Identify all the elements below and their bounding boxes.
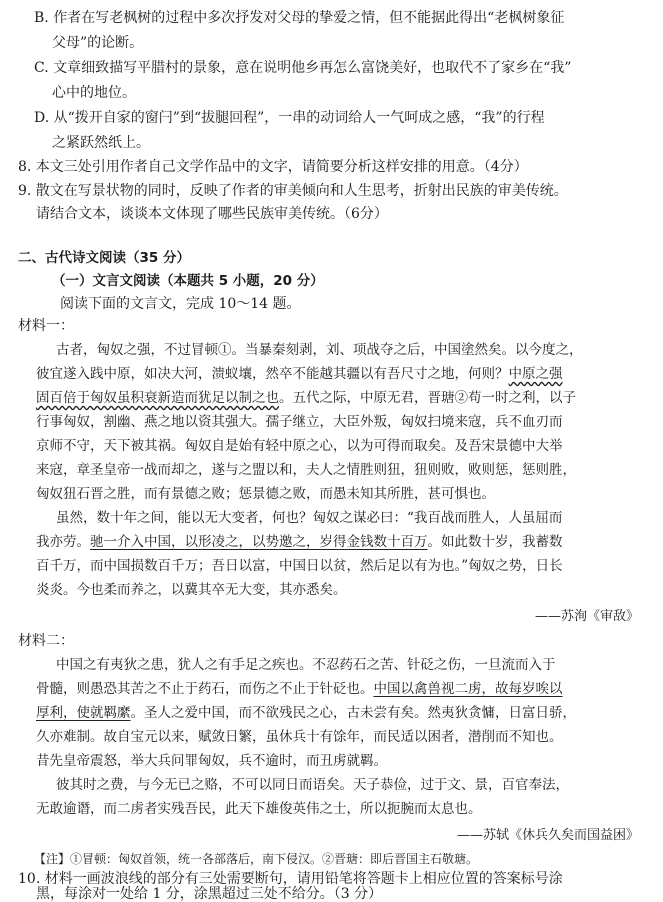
- m1-p1-line2-text: 彼宜遂入践中原，如决大河，溃蚁壤，然卒不能越其疆以有吾尺寸之地，何则？: [36, 366, 509, 382]
- option-b-line2: 父母”的论断。: [52, 35, 144, 51]
- option-c-line1: C. 文章细致描写平腊村的景象，意在说明他乡再怎么富饶美好，也取代不了家乡在“我”: [34, 60, 572, 76]
- question-10-line1: 10. 材料一画波浪线的部分有三处需要断句，请用铅笔将答题卡上相应位置的答案标号涂: [18, 871, 563, 887]
- m1-p2-line2-text: 我亦劳。: [36, 534, 90, 550]
- m2-p1-line1: 中国之有夷狄之患，犹人之有手足之疾也。不忍药石之苦、针砭之伤，一旦流而入于: [56, 657, 556, 673]
- material-1-source: ——苏洵《审敌》: [534, 609, 639, 624]
- m1-p2-line2-rest: 。如此数十岁，我蓄数: [427, 534, 563, 550]
- m2-p1-line5: 昔先皇帝震怒，举大兵问罪匈奴，兵不逾时，而丑虏就羁。: [36, 753, 387, 769]
- wavy-underline-segment: 固百倍于匈奴虽积衰新造而犹足以制之也: [36, 390, 279, 406]
- solid-underline-segment: 厚利，使就羁縻: [36, 705, 131, 721]
- m2-p1-line3: [36, 703, 576, 723]
- question-10-line2: 黑，每涂对一处给 1 分，涂黑超过三处不给分。（3 分）: [36, 886, 383, 902]
- option-d-line1: D. 从“拨开自家的窗闩”到“拔腿回程”，一串的动词给人一气呵成之感，“我”的行程: [34, 110, 545, 126]
- m2-p1-line2: [36, 679, 563, 699]
- m2-p1-line2-text: 骨髓，则愚恐其苦之不止于药石，而伤之不止于针砭也。: [36, 681, 374, 697]
- wavy-underline-segment: 中原之强: [508, 366, 563, 382]
- m1-p1-line7: 匈奴狃石晋之胜，而有景德之败；惩景德之败，而愚未知其所胜，甚可惧也。: [36, 486, 495, 502]
- m1-p1-line3: [36, 388, 576, 408]
- question-8: 8. 本文三处引用作者自己文学作品中的文字，请简要分析这样安排的用意。（4分）: [18, 159, 528, 175]
- option-c-line2: 心中的地位。: [52, 85, 136, 101]
- m1-p2-line2: [36, 532, 563, 552]
- option-d-line2: 之紧跃然纸上。: [52, 135, 150, 151]
- footnote: 【注】①冒顿：匈奴首领，统一各部落后，南下侵汉。②晋瑭：即后晋国主石敬瑭。: [34, 852, 479, 866]
- material-2-label: 材料二：: [18, 633, 74, 649]
- m1-p1-line1: 古者，匈奴之强，不过冒顿①。当暴秦刻剥，刘、项战夺之后，中国塗然矣。以今度之，: [56, 342, 583, 358]
- question-9-line1: 9. 散文在写景状物的同时，反映了作者的审美倾向和人生思考，折射出民族的审美传统。: [18, 183, 568, 199]
- solid-underline-segment: 驰一介入中国，以形凌之，以势邀之，岁得金钱数十百万: [90, 534, 428, 550]
- m1-p1-line6: 来寇，章圣皇帝一战而却之，遂与之盟以和，夫人之情胜则狃，狃则败，败则惩，惩则胜，: [36, 462, 576, 478]
- instruction: 阅读下面的文言文，完成 10～14 题。: [60, 296, 301, 312]
- solid-underline-segment: 中国以禽兽视二虏，故每岁唉以: [373, 681, 563, 697]
- m2-p1-line4: 久亦难制。故自宝元以来，赋敛日繁，虽休兵十有馀年，而民适以困者，潜削而不知也。: [36, 729, 563, 745]
- m1-p1-line3-text: 。五代之际，中原无君，晋瑭②苟一时之利，以子: [279, 390, 576, 406]
- m1-p2-line1: 虽然，数十年之间，能以无大变者，何也？匈奴之谋必曰：“我百战而胜人，人虽屈而: [56, 510, 563, 526]
- section-heading: 二、古代诗文阅读（35 分）: [18, 250, 190, 266]
- question-9-line2: 请结合文本，谈谈本文体现了哪些民族审美传统。（6分）: [36, 206, 388, 222]
- option-b-line1: B. 作者在写老枫树的过程中多次抒发对父母的挚爱之情，但不能据此得出“老枫树象征: [34, 10, 565, 26]
- m2-p2-line1: 彼其时之费，与今无已之赂，不可以同日而语矣。天子恭俭，过于文、景，百官奉法，: [56, 777, 569, 793]
- subsection-heading: （一）文言文阅读（本题共 5 小题，20 分）: [52, 273, 324, 289]
- m2-p1-line3-text: 。圣人之爱中国，而不欲残民之心，古未尝有矣。然夷狄贪慵，日富日骄，: [130, 705, 576, 721]
- m1-p2-line4: 炎炎。今也柔而养之，以冀其卒无大变，其亦悉矣。: [36, 582, 347, 598]
- material-1-label: 材料一：: [18, 318, 74, 334]
- m1-p1-line4: 行事匈奴，割幽、燕之地以资其强大。孺子继立，大臣外叛，匈奴扫境来寇，兵不血刃而: [36, 414, 563, 430]
- m1-p1-line2: [36, 364, 563, 384]
- m2-p2-line2: 无敢逾谮，而二虏者实残吾民，此天下雄俊英伟之士，所以扼腕而太息也。: [36, 801, 482, 817]
- m1-p1-line5: 京师不守，天下被其祸。匈奴自是始有轻中原之心，以为可得而取矣。及吾宋景德中大举: [36, 438, 563, 454]
- material-2-source: ——苏轼《休兵久矣而国益困》: [456, 828, 639, 843]
- m1-p2-line3: 百千万，而中国损数百千万；吾日以富，中国日以贫，然后足以有为也。”匈奴之势，日长: [36, 558, 563, 574]
